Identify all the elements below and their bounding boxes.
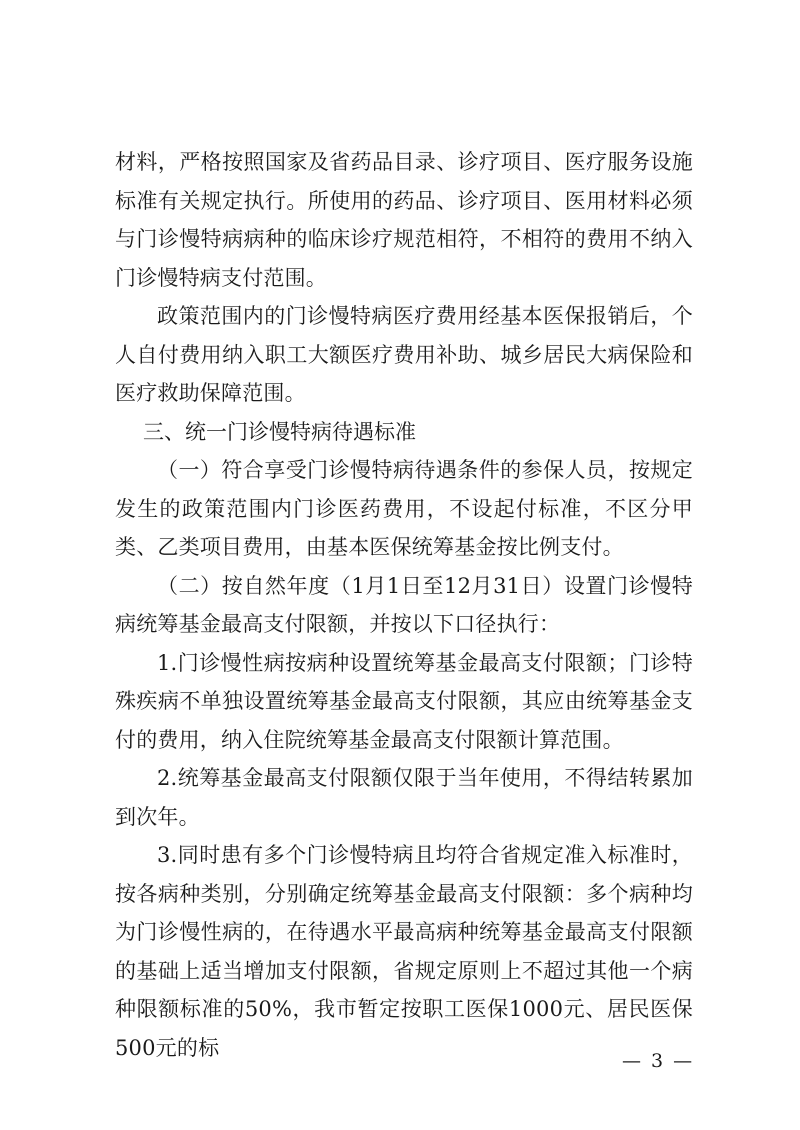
paragraph-item-1: （一）符合享受门诊慢特病待遇条件的参保人员，按规定发生的政策范围内门诊医药费用，不设起付标准，不区分甲类、乙类项目费用，由基本医保统筹基金按比例支付。 [115,458,693,559]
document-body [115,143,693,1067]
section-heading: 三、统一门诊慢特病待遇标准 [143,419,416,444]
paragraph-policy-scope: 政策范围内的门诊慢特病医疗费用经基本医保报销后，个人自付费用纳入职工大额医疗费用补助、城乡居民大病保险和医疗救助保障范围。 [115,304,693,405]
paragraph-continuation: 材料，严格按照国家及省药品目录、诊疗项目、医疗服务设施标准有关规定执行。所使用的药品、诊疗项目、医用材料必须与门诊慢特病病种的临床诊疗规范相符，不相符的费用不纳入门诊慢特病支付范围。 [115,150,693,290]
paragraph-sub-1: 1.门诊慢性病按病种设置统筹基金最高支付限额；门诊特殊疾病不单独设置统筹基金最高支付限额，其应由统筹基金支付的费用，纳入住院统筹基金最高支付限额计算范围。 [115,650,693,752]
paragraph-sub-2: 2.统筹基金最高支付限额仅限于当年使用，不得结转累加到次年。 [115,766,693,829]
page-number: — 3 — [622,1050,695,1072]
paragraph-sub-3: 3.同时患有多个门诊慢特病且均符合省规定准入标准时，按各病种类别，分别确定统筹基金最高支付限额：多个病种均为门诊慢性病的，在待遇水平最高病种统筹基金最高支付限额的基础上适当增加支付限额，省规定原则上不超过其他一个病种限额标准的50%，我市暂定按职工医保1000元、居民医保500元的标 [115,843,693,1060]
paragraph-item-2: （二）按自然年度（1月1日至12月31日）设置门诊慢特病统筹基金最高支付限额，并按以下口径执行： [115,573,693,636]
